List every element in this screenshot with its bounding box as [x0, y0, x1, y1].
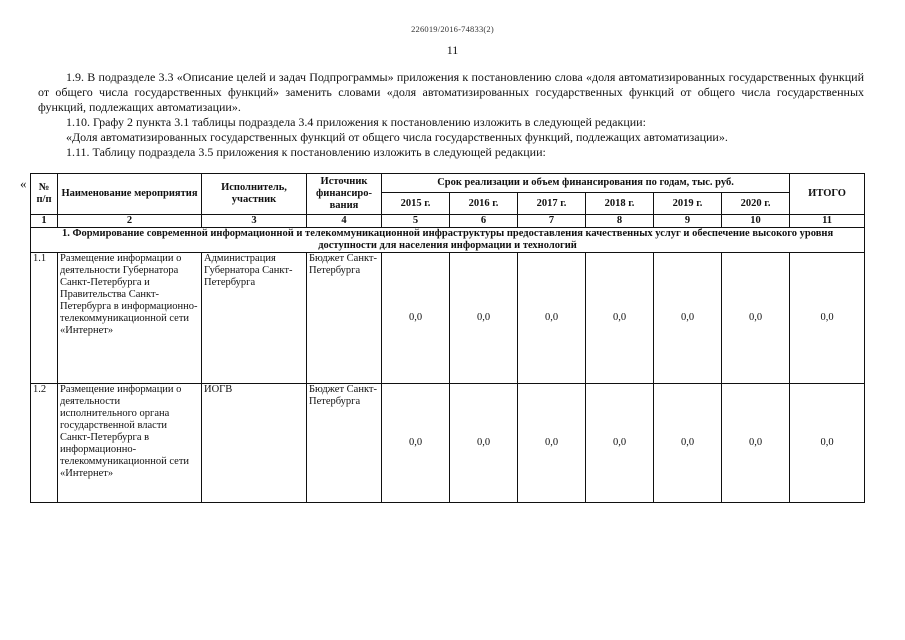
paragraph-1-10: 1.10. Графу 2 пункта 3.1 таблицы подраздела 3.4 приложения к постановлению изложить в следующей редакции:	[66, 115, 646, 129]
row-value: 0,0	[450, 384, 518, 503]
row-value: 0,0	[382, 253, 450, 384]
page-number: 11	[446, 43, 459, 57]
row-value: 0,0	[382, 384, 450, 503]
header-period: Срок реализации и объем финансирования по годам, тыс. руб.	[382, 174, 790, 193]
body-text	[38, 70, 864, 160]
header-year: 2020 г.	[722, 193, 790, 215]
header-source: Источник финансиро-вания	[307, 174, 382, 215]
row-value: 0,0	[450, 253, 518, 384]
row-value: 0,0	[722, 384, 790, 503]
table-row	[31, 253, 865, 384]
row-source: Бюджет Санкт-Петербурга	[307, 253, 382, 384]
paragraph-1-10-quote: «Доля автоматизированных государственных функций от общего числа государственных функций, подлежащих автоматизации».	[66, 130, 728, 144]
table-row	[31, 384, 865, 503]
section-title: 1. Формирование современной информационной и телекоммуникационной инфраструктуры предоставления качественных услуг и обеспечение высокого уровня доступности для населения информации и технологий	[31, 228, 865, 253]
header-row-1	[31, 174, 865, 193]
row-name: Размещение информации о деятельности исполнительного органа государственной власти Санкт-Петербурга в информационно-телекоммуникационной сети «Интернет»	[58, 384, 202, 503]
column-number: 7	[518, 215, 586, 228]
column-number: 2	[58, 215, 202, 228]
header-year: 2016 г.	[450, 193, 518, 215]
paragraph-1-9: 1.9. В подразделе 3.3 «Описание целей и задач Подпрограммы» приложения к постановлению слова «доля автоматизированных государственных функций от общего числа государственных функций» заменить словами «доля автоматизированных государственных функций от общего числа государственных функций, подлежащих автоматизации».	[38, 70, 864, 114]
header-year: 2017 г.	[518, 193, 586, 215]
column-number-row	[31, 215, 865, 228]
row-value: 0,0	[518, 384, 586, 503]
row-total: 0,0	[790, 253, 865, 384]
header-total: ИТОГО	[790, 174, 865, 215]
header-executor: Исполнитель, участник	[202, 174, 307, 215]
row-num: 1.1	[31, 253, 58, 384]
row-executor: ИОГВ	[202, 384, 307, 503]
header-year: 2018 г.	[586, 193, 654, 215]
row-value: 0,0	[654, 384, 722, 503]
row-total: 0,0	[790, 384, 865, 503]
section-row	[31, 228, 865, 253]
column-number: 1	[31, 215, 58, 228]
row-name: Размещение информации о деятельности Губернатора Санкт-Петербурга и Правительства Санкт-Петербурга в информационно-телекоммуникационной сети «Интернет»	[58, 253, 202, 384]
column-number: 4	[307, 215, 382, 228]
header-num: № п/п	[31, 174, 58, 215]
row-source: Бюджет Санкт-Петербурга	[307, 384, 382, 503]
column-number: 5	[382, 215, 450, 228]
funding-table	[30, 173, 865, 503]
row-value: 0,0	[722, 253, 790, 384]
document-number: 226019/2016-74833(2)	[411, 24, 494, 34]
row-value: 0,0	[654, 253, 722, 384]
opening-quote-mark: «	[20, 176, 27, 191]
column-number: 9	[654, 215, 722, 228]
column-number: 10	[722, 215, 790, 228]
row-value: 0,0	[586, 253, 654, 384]
column-number: 6	[450, 215, 518, 228]
header-year: 2015 г.	[382, 193, 450, 215]
header-year: 2019 г.	[654, 193, 722, 215]
column-number: 8	[586, 215, 654, 228]
row-value: 0,0	[518, 253, 586, 384]
paragraph-1-11: 1.11. Таблицу подраздела 3.5 приложения к постановлению изложить в следующей редакции:	[66, 145, 546, 159]
row-num: 1.2	[31, 384, 58, 503]
header-name: Наименование мероприятия	[58, 174, 202, 215]
column-number: 11	[790, 215, 865, 228]
column-number: 3	[202, 215, 307, 228]
row-value: 0,0	[586, 384, 654, 503]
row-executor: Администрация Губернатора Санкт-Петербурга	[202, 253, 307, 384]
